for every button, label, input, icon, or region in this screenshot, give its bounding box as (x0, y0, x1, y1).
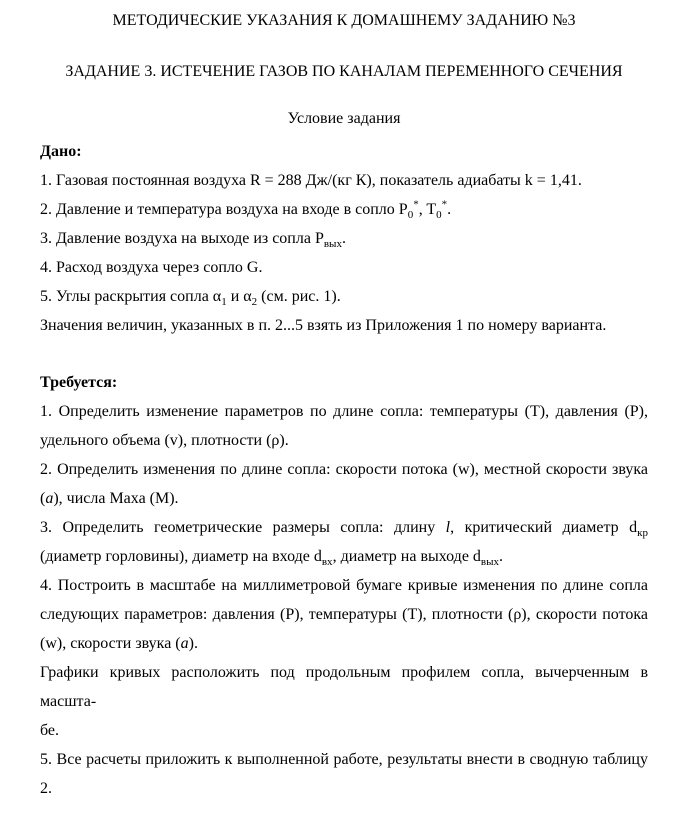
document-title: МЕТОДИЧЕСКИЕ УКАЗАНИЯ К ДОМАШНЕМУ ЗАДАНИЮ №3 (112, 12, 576, 29)
required-label: Требуется: (40, 374, 118, 391)
given-item-3: 3. Давление воздуха на выходе из сопла $P_{вых}$. (40, 230, 346, 251)
given-item-4: 4. Расход воздуха через сопло G. (40, 259, 263, 276)
given-item-2: 2. Давление и температура воздуха на входе в сопло $P_0^*$, $T_0^*$. (40, 198, 452, 222)
required-item-3: 3. Определить геометрические размеры сопла: длину l, критический диаметр $d_{кр}$ (диаметр горловины), диаметр на входе $d_{вх}$, диаметр на выходе $d_{вых}$. (40, 519, 648, 569)
required-note-graphs: Графики кривых расположить под продольным профилем сопла, вычерченным в масшта- бе. (40, 664, 648, 739)
required-item-5: 5. Все расчеты приложить к выполненной работе, результаты внести в сводную таблицу 2. (40, 751, 648, 797)
given-item-5: 5. Углы раскрытия сопла $\alpha_1$ и $\alpha_2$ (см. рис. 1). (40, 288, 341, 309)
required-item-2: 2. Определить изменения по длине сопла: скорости потока (w), местной скорости звука (a), числа Маха (М). (40, 461, 648, 507)
given-note: Значения величин, указанных в п. 2...5 взять из Приложения 1 по номеру варианта. (40, 317, 607, 334)
given-item-1: 1. Газовая постоянная воздуха R = 288 Дж/(кг К), показатель адиабаты k = 1,41. (40, 172, 582, 189)
assignment-heading: ЗАДАНИЕ 3. ИСТЕЧЕНИЕ ГАЗОВ ПО КАНАЛАМ ПЕРЕМЕННОГО СЕЧЕНИЯ (65, 63, 623, 80)
required-item-1: 1. Определить изменение параметров по длине сопла: температуры (Т), давления (Р), удельного объема (v), плотности (ρ). (40, 403, 648, 449)
required-item-4: 4. Построить в масштабе на миллиметровой бумаге кривые изменения по длине сопла следующих параметров: давления (Р), температуры (Т), плотности (ρ), скорости потока (w), скорости звука (a). (40, 577, 648, 652)
section-heading: Условие задания (287, 110, 401, 127)
given-label: Дано: (40, 143, 82, 160)
